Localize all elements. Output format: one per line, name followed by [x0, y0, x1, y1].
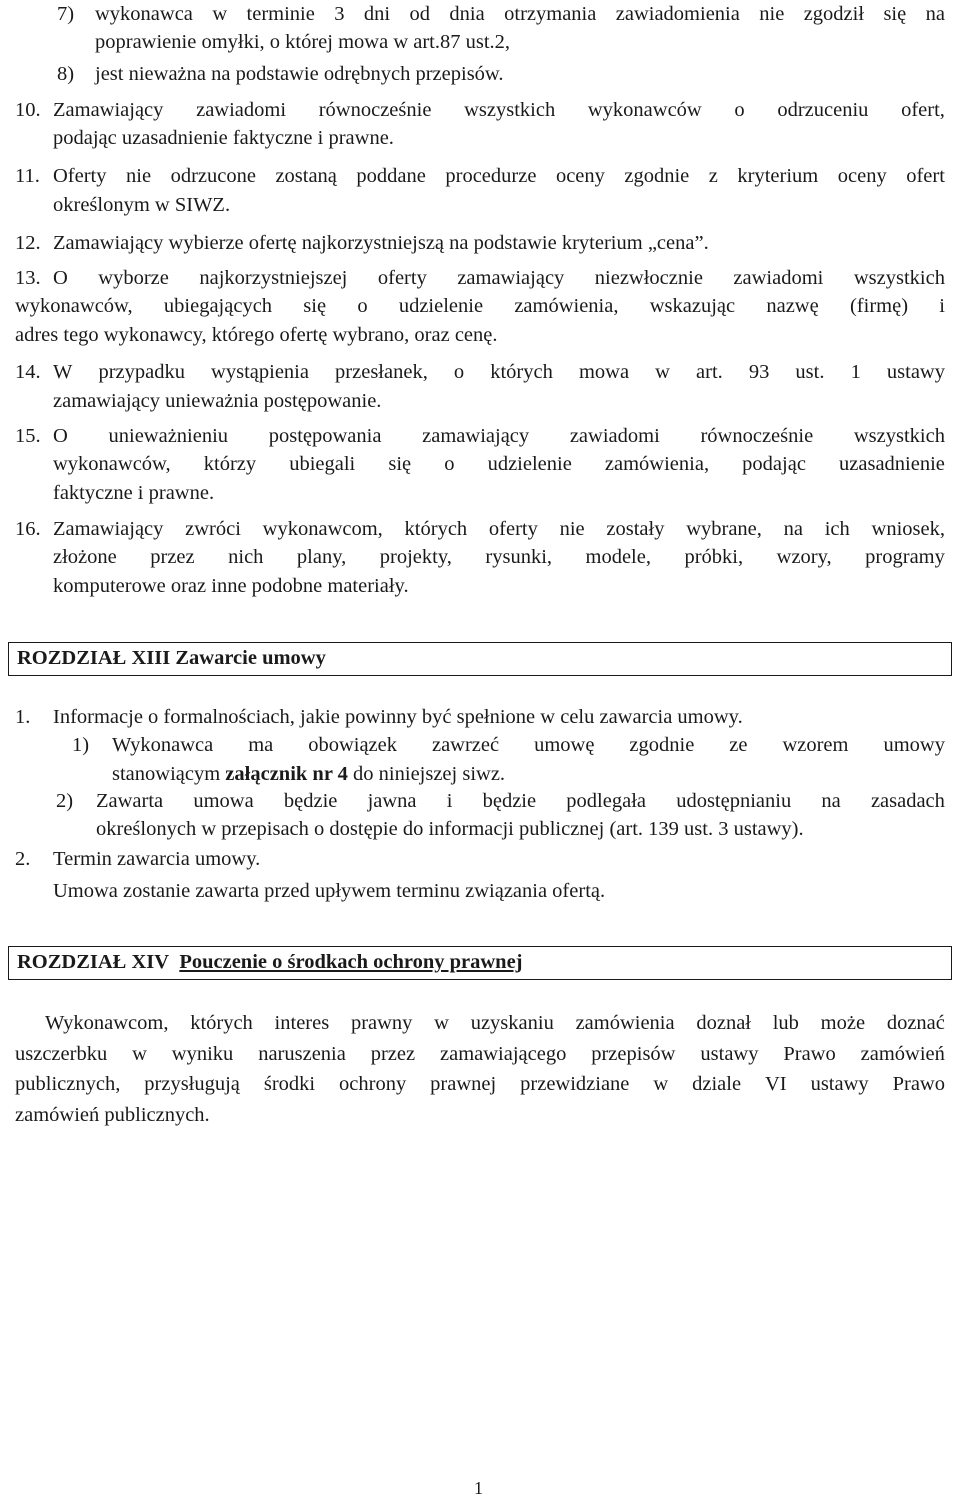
word: może: [820, 1012, 866, 1034]
word: przypadku: [98, 361, 185, 383]
word: modele,: [585, 546, 651, 568]
text-span: stanowiącym: [112, 763, 226, 785]
word: i: [446, 790, 453, 812]
word: wzory,: [776, 546, 832, 568]
word: wykonawców,: [53, 453, 171, 475]
word: plany,: [296, 546, 347, 568]
word: w: [655, 361, 670, 383]
word: udzielenie: [487, 453, 572, 475]
text-line: określonym w SIWZ.: [53, 194, 231, 216]
heading-text: ROZDZIAŁ XIII Zawarcie umowy: [17, 647, 326, 669]
word: O: [53, 267, 68, 289]
word: nazwę: [766, 295, 819, 317]
word: wszystkich: [853, 267, 945, 289]
word: ma: [248, 734, 274, 756]
word: poddane: [356, 165, 426, 187]
justified-line: [53, 264, 945, 292]
heading-text: ROZDZIAŁ XIV: [17, 951, 170, 973]
word: uzasadnienie: [839, 453, 945, 475]
word: ich: [824, 518, 850, 540]
word: na: [783, 518, 803, 540]
word: wykonawcom,: [262, 518, 383, 540]
word: ustawy: [886, 361, 945, 383]
item-label: 2.: [15, 848, 31, 870]
word: doznać: [886, 1012, 945, 1034]
word: obowiązek: [308, 734, 397, 756]
item-label: 10.: [15, 99, 41, 121]
justified-line: [53, 450, 945, 478]
text-line: jest nieważna na podstawie odrębnych przepisów.: [95, 63, 504, 85]
text-line: [112, 760, 505, 788]
word: otrzymania: [504, 3, 597, 25]
word: oferty: [377, 267, 427, 289]
word: prawnej: [430, 1073, 497, 1095]
word: w: [434, 1012, 449, 1034]
word: wyborze: [98, 267, 169, 289]
word: przez: [150, 546, 195, 568]
word: lub: [772, 1012, 799, 1034]
word: będzie: [283, 790, 338, 812]
word: wniosek,: [871, 518, 945, 540]
word: wskazując: [649, 295, 736, 317]
word: środki: [263, 1073, 316, 1095]
word: Oferty: [53, 165, 107, 187]
word: zawiadomi: [196, 99, 287, 121]
word: 93: [748, 361, 770, 383]
word: zamówień: [860, 1043, 945, 1065]
word: zawiadomi: [733, 267, 824, 289]
text-line: adres tego wykonawcy, którego ofertę wybrano, oraz cenę.: [15, 324, 498, 346]
word: niezwłocznie: [594, 267, 703, 289]
justified-line: [15, 1070, 945, 1098]
word: zamawiającego: [440, 1043, 567, 1065]
justified-line: [95, 0, 945, 28]
text-line: zamawiający unieważnia postępowanie.: [53, 390, 382, 412]
word: ust.: [795, 361, 825, 383]
text-line: Informacje o formalnościach, jakie powinny być spełnione w celu zawarcia umowy.: [53, 706, 743, 728]
justified-line: [53, 543, 945, 571]
word: programy: [865, 546, 945, 568]
word: kryterium: [737, 165, 819, 187]
word: równocześnie: [318, 99, 432, 121]
heading-text: Pouczenie o środkach ochrony prawnej: [179, 951, 523, 973]
word: zamówienia,: [514, 295, 619, 317]
word: przesłanek,: [335, 361, 428, 383]
word: zostaną: [275, 165, 337, 187]
word: mowa: [578, 361, 630, 383]
word: wzorem: [782, 734, 849, 756]
word: doznał: [696, 1012, 751, 1034]
word: nich: [228, 546, 264, 568]
word: zgodnie: [624, 165, 690, 187]
word: art.: [696, 361, 723, 383]
word: wykonawca: [95, 3, 193, 25]
word: w: [653, 1073, 669, 1095]
justified-line: [15, 292, 945, 320]
word: zamawiający: [422, 425, 530, 447]
word: interes: [274, 1012, 330, 1034]
word: których: [190, 1012, 253, 1034]
word: przepisów: [591, 1043, 676, 1065]
word: o: [444, 453, 455, 475]
word: wykonawców: [587, 99, 702, 121]
item-label: 7): [57, 3, 75, 25]
word: ubiegali: [289, 453, 356, 475]
item-label: 12.: [15, 232, 41, 254]
justified-line: [112, 731, 945, 759]
word: przez: [370, 1043, 416, 1065]
word: 1: [850, 361, 861, 383]
word: wybrane,: [686, 518, 762, 540]
justified-line: [53, 162, 945, 190]
justified-line: [53, 422, 945, 450]
word: w: [132, 1043, 147, 1065]
text-line: Zamawiający wybierze ofertę najkorzystniejszą na podstawie kryterium „cena”.: [53, 232, 709, 254]
word: projekty,: [379, 546, 452, 568]
text-line: poprawienie omyłki, o której mowa w art.87 ust.2,: [95, 31, 511, 53]
word: W: [53, 361, 73, 383]
word: o: [357, 295, 368, 317]
word: podlegała: [566, 790, 646, 812]
word: zgodził: [803, 3, 865, 25]
word: się: [883, 3, 907, 25]
word: publicznych,: [15, 1073, 121, 1095]
word: przysługują: [144, 1073, 240, 1095]
word: rysunki,: [485, 546, 553, 568]
word: ofert,: [901, 99, 945, 121]
item-label: 11.: [15, 165, 40, 187]
word: udzielenie: [398, 295, 484, 317]
justified-line: [96, 787, 945, 815]
word: wszystkich: [464, 99, 556, 121]
word: procedurze: [445, 165, 537, 187]
item-label: 8): [57, 63, 75, 85]
word: oferty: [488, 518, 538, 540]
word: umowy: [883, 734, 945, 756]
attachment-reference: załącznik nr 4: [225, 763, 348, 785]
word: wyniku: [171, 1043, 234, 1065]
subitem-label: 1): [72, 734, 90, 756]
justified-line: [53, 515, 945, 543]
text-line: faktyczne i prawne.: [53, 482, 215, 504]
word: Wykonawcom,: [45, 1012, 169, 1034]
word: najkorzystniejszej: [199, 267, 348, 289]
word: o: [453, 361, 465, 383]
text-line: Termin zawarcia umowy.: [53, 848, 261, 870]
justified-line: [45, 1009, 945, 1037]
word: umowa: [193, 790, 254, 812]
word: zamówienia: [575, 1012, 675, 1034]
word: Zawarta: [96, 790, 164, 812]
word: ze: [729, 734, 748, 756]
section-heading-xiii: [8, 642, 952, 676]
word: Zamawiający: [53, 99, 164, 121]
word: na: [925, 3, 945, 25]
word: na: [821, 790, 841, 812]
item-label: 15.: [15, 425, 41, 447]
word: się: [388, 453, 412, 475]
word: ustawy: [810, 1073, 869, 1095]
word: umowę: [534, 734, 595, 756]
word: zawiadomienia: [615, 3, 740, 25]
word: ubiegających: [163, 295, 273, 317]
word: Wykonawca: [112, 734, 214, 756]
word: oceny: [555, 165, 605, 187]
page-number: 1: [474, 1478, 483, 1498]
word: będzie: [482, 790, 537, 812]
text-span: do niniejszej siwz.: [347, 763, 506, 785]
text-line: Umowa zostanie zawarta przed upływem terminu związania ofertą.: [53, 880, 606, 902]
item-label: 16.: [15, 518, 41, 540]
word: postępowania: [268, 425, 382, 447]
word: których: [490, 361, 553, 383]
word: zgodnie: [629, 734, 695, 756]
word: ustawy: [700, 1043, 759, 1065]
text-line: podając uzasadnienie faktyczne i prawne.: [53, 127, 394, 149]
word: zawrzeć: [431, 734, 500, 756]
word: próbki,: [684, 546, 744, 568]
word: Prawo: [783, 1043, 836, 1065]
word: wystąpienia: [211, 361, 309, 383]
word: zamawiający: [457, 267, 565, 289]
word: przewidziane: [520, 1073, 630, 1095]
word: uzyskaniu: [470, 1012, 554, 1034]
word: Prawo: [892, 1073, 945, 1095]
justified-line: [15, 1040, 945, 1068]
word: nie: [759, 3, 785, 25]
word: jawna: [367, 790, 417, 812]
word: się: [303, 295, 327, 317]
word: zamówienia,: [604, 453, 710, 475]
word: prawny: [350, 1012, 413, 1034]
word: o: [734, 99, 745, 121]
word: odrzuceniu: [777, 99, 869, 121]
item-label: 13.: [15, 267, 41, 289]
subitem-label: 2): [56, 790, 74, 812]
word: złożone: [53, 546, 117, 568]
word: odrzucone: [170, 165, 256, 187]
item-label: 14.: [15, 361, 41, 383]
text-line: zamówień publicznych.: [15, 1104, 210, 1126]
word: których: [404, 518, 468, 540]
word: nie: [559, 518, 585, 540]
word: zasadach: [870, 790, 945, 812]
word: dziale: [692, 1073, 742, 1095]
word: wykonawców,: [15, 295, 133, 317]
item-label: 1.: [15, 706, 31, 728]
word: naruszenia: [258, 1043, 346, 1065]
word: (firmę): [849, 295, 909, 317]
text-line: określonych w przepisach o dostępie do informacji publicznej (art. 139 ust. 3 ustawy).: [96, 818, 804, 840]
word: równocześnie: [700, 425, 814, 447]
word: VI: [765, 1073, 787, 1095]
section-heading-xiv: [8, 946, 952, 980]
word: nie: [126, 165, 152, 187]
word: z: [708, 165, 718, 187]
justified-line: [53, 96, 945, 124]
word: zostały: [606, 518, 665, 540]
word: 3: [334, 3, 345, 25]
word: podając: [742, 453, 806, 475]
word: uszczerbku: [15, 1043, 108, 1065]
word: ofert: [906, 165, 945, 187]
text-line: komputerowe oraz inne podobne materiały.: [53, 575, 409, 597]
word: dni: [363, 3, 391, 25]
word: zwróci: [185, 518, 241, 540]
word: terminie: [246, 3, 315, 25]
word: od: [409, 3, 431, 25]
word: unieważnieniu: [108, 425, 229, 447]
justified-line: [53, 358, 945, 386]
word: Zamawiający: [53, 518, 164, 540]
word: którzy: [203, 453, 257, 475]
word: w: [212, 3, 228, 25]
word: i: [939, 295, 945, 317]
word: ochrony: [339, 1073, 407, 1095]
word: O: [53, 425, 68, 447]
word: oceny: [837, 165, 887, 187]
word: zawiadomi: [569, 425, 660, 447]
word: dnia: [449, 3, 485, 25]
word: wszystkich: [853, 425, 945, 447]
word: udostępnianiu: [676, 790, 792, 812]
